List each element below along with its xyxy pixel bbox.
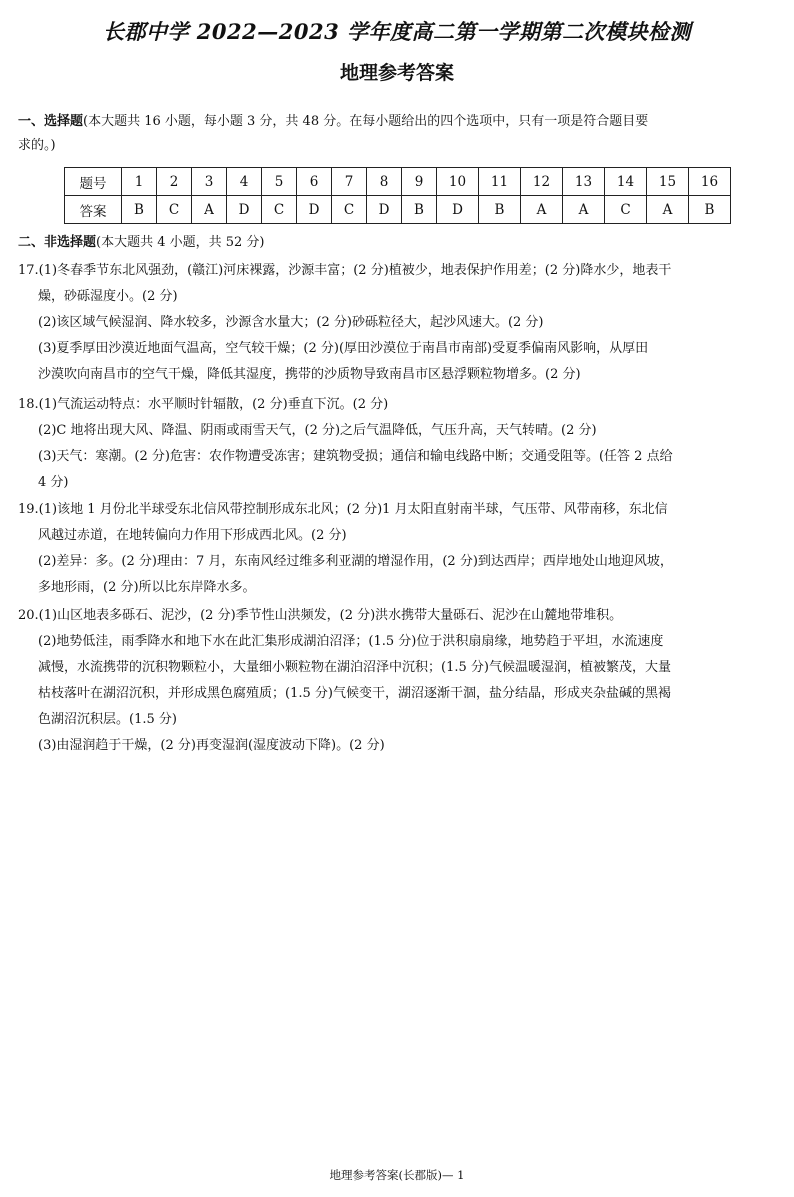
section-choice-heading — [18, 110, 782, 158]
table-cell-answer: B — [402, 196, 437, 224]
answer-line: 沙漠吹向南昌市的空气干燥，降低其湿度，携带的沙质物导致南昌市区悬浮颗粒物增多。(2 分) — [38, 367, 581, 382]
section-free-heading — [18, 231, 782, 255]
table-cell-number: 11 — [479, 168, 521, 196]
page-footer: 地理参考答案(长郡版)— 1 — [329, 1168, 465, 1182]
table-cell-answer: C — [262, 196, 297, 224]
answer-line: 4 分) — [38, 475, 69, 490]
table-cell-number: 3 — [192, 168, 227, 196]
answer-line: 多地形雨，(2 分)所以比东岸降水多。 — [38, 580, 256, 595]
table-cell-answer: D — [437, 196, 479, 224]
table-cell-number: 1 — [122, 168, 157, 196]
section-free-desc: (本大题共 4 小题，共 52 分) — [96, 235, 265, 250]
table-cell-answer: C — [332, 196, 367, 224]
answer-line: (2)地势低洼，雨季降水和地下水在此汇集形成湖泊沼泽；(1.5 分)位于洪积扇扇缘，地势趋于平坦，水流速度 — [38, 634, 664, 649]
table-cell-answer: D — [297, 196, 332, 224]
table-cell-number: 10 — [437, 168, 479, 196]
table-cell-number: 14 — [605, 168, 647, 196]
table-cell-number: 9 — [402, 168, 437, 196]
answer-line: 19.(1)该地 1 月份北半球受东北信风带控制形成东北风；(2 分)1 月太阳直射南半球，气压带、风带南移，东北信 — [18, 502, 668, 517]
answer-line: (2)该区域气候湿润、降水较多，沙源含水量大；(2 分)砂砾粒径大，起沙风速大。(2 分) — [38, 315, 544, 330]
table-cell-number: 15 — [647, 168, 689, 196]
section-choice-desc-cont: 求的。) — [18, 138, 56, 153]
section-free-title: 二、非选择题 — [18, 235, 97, 250]
table-cell-answer: D — [227, 196, 262, 224]
table-cell-answer: A — [521, 196, 563, 224]
table-cell-number: 13 — [563, 168, 605, 196]
answer-line: 色湖沼沉积层。(1.5 分) — [38, 712, 177, 727]
answer-line: 17.(1)冬春季节东北风强劲，(赣江)河床裸露，沙源丰富；(2 分)植被少，地表保护作用差；(2 分)降水少，地表干 — [18, 263, 672, 278]
table-cell-answer: B — [479, 196, 521, 224]
table-cell-number: 5 — [262, 168, 297, 196]
page-title: 长郡中学 2022—2023 学年度高二第一学期第二次模块检测 — [102, 19, 691, 44]
table-cell-answer: A — [192, 196, 227, 224]
section-choice-desc: (本大题共 16 小题，每小题 3 分，共 48 分。在每小题给出的四个选项中，只有一项是符合题目要 — [83, 114, 649, 129]
answer-line: (2)差异：多。(2 分)理由：7 月，东南风经过维多利亚湖的增湿作用，(2 分)到达西岸；西岸地处山地迎风坡， — [38, 554, 673, 569]
table-row-header: 答案 — [65, 196, 122, 224]
table-row-header: 题号 — [65, 168, 122, 196]
table-cell-answer: A — [563, 196, 605, 224]
table-row-answers — [65, 196, 731, 224]
section-choice-title: 一、选择题 — [18, 114, 84, 129]
answer-table — [64, 167, 731, 224]
table-cell-number: 8 — [367, 168, 402, 196]
table-cell-number: 2 — [157, 168, 192, 196]
table-cell-number: 4 — [227, 168, 262, 196]
table-cell-number: 6 — [297, 168, 332, 196]
answer-line: 18.(1)气流运动特点：水平顺时针辐散，(2 分)垂直下沉。(2 分) — [18, 397, 389, 412]
table-row-numbers — [65, 168, 731, 196]
answer-line: (2)C 地将出现大风、降温、阴雨或雨雪天气，(2 分)之后气温降低，气压升高，天气转晴。(2 分) — [38, 423, 597, 438]
table-cell-answer: B — [122, 196, 157, 224]
question-17 — [18, 258, 782, 388]
answer-line: (3)夏季厚田沙漠近地面气温高，空气较干燥；(2 分)(厚田沙漠位于南昌市南部)受夏季偏南风影响，从厚田 — [38, 341, 649, 356]
table-cell-answer: B — [689, 196, 731, 224]
answer-line: 风越过赤道，在地转偏向力作用下形成西北风。(2 分) — [38, 528, 347, 543]
table-cell-answer: C — [157, 196, 192, 224]
question-20 — [18, 603, 782, 759]
answer-line: 20.(1)山区地表多砾石、泥沙，(2 分)季节性山洪频发，(2 分)洪水携带大量砾石、泥沙在山麓地带堆积。 — [18, 608, 623, 623]
table-cell-number: 7 — [332, 168, 367, 196]
table-cell-answer: C — [605, 196, 647, 224]
answer-line: (3)天气：寒潮。(2 分)危害：农作物遭受冻害；建筑物受损；通信和输电线路中断；交通受阻等。(任答 2 点给 — [38, 449, 673, 464]
table-cell-number: 16 — [689, 168, 731, 196]
question-19 — [18, 497, 782, 601]
question-18 — [18, 392, 782, 496]
answer-line: 减慢，水流携带的沉积物颗粒小，大量细小颗粒物在湖泊沼泽中沉积；(1.5 分)气候温暖湿润，植被繁茂，大量 — [38, 660, 671, 675]
answer-line: 枯枝落叶在湖沼沉积，并形成黑色腐殖质；(1.5 分)气候变干，湖沼逐渐干涸，盐分结晶，形成夹杂盐碱的黑褐 — [38, 686, 671, 701]
table-cell-number: 12 — [521, 168, 563, 196]
answer-line: (3)由湿润趋于干燥，(2 分)再变湿润(湿度波动下降)。(2 分) — [38, 738, 385, 753]
answer-line: 燥，砂砾湿度小。(2 分) — [38, 289, 178, 304]
page-subtitle: 地理参考答案 — [339, 62, 454, 84]
table-cell-answer: A — [647, 196, 689, 224]
table-cell-answer: D — [367, 196, 402, 224]
